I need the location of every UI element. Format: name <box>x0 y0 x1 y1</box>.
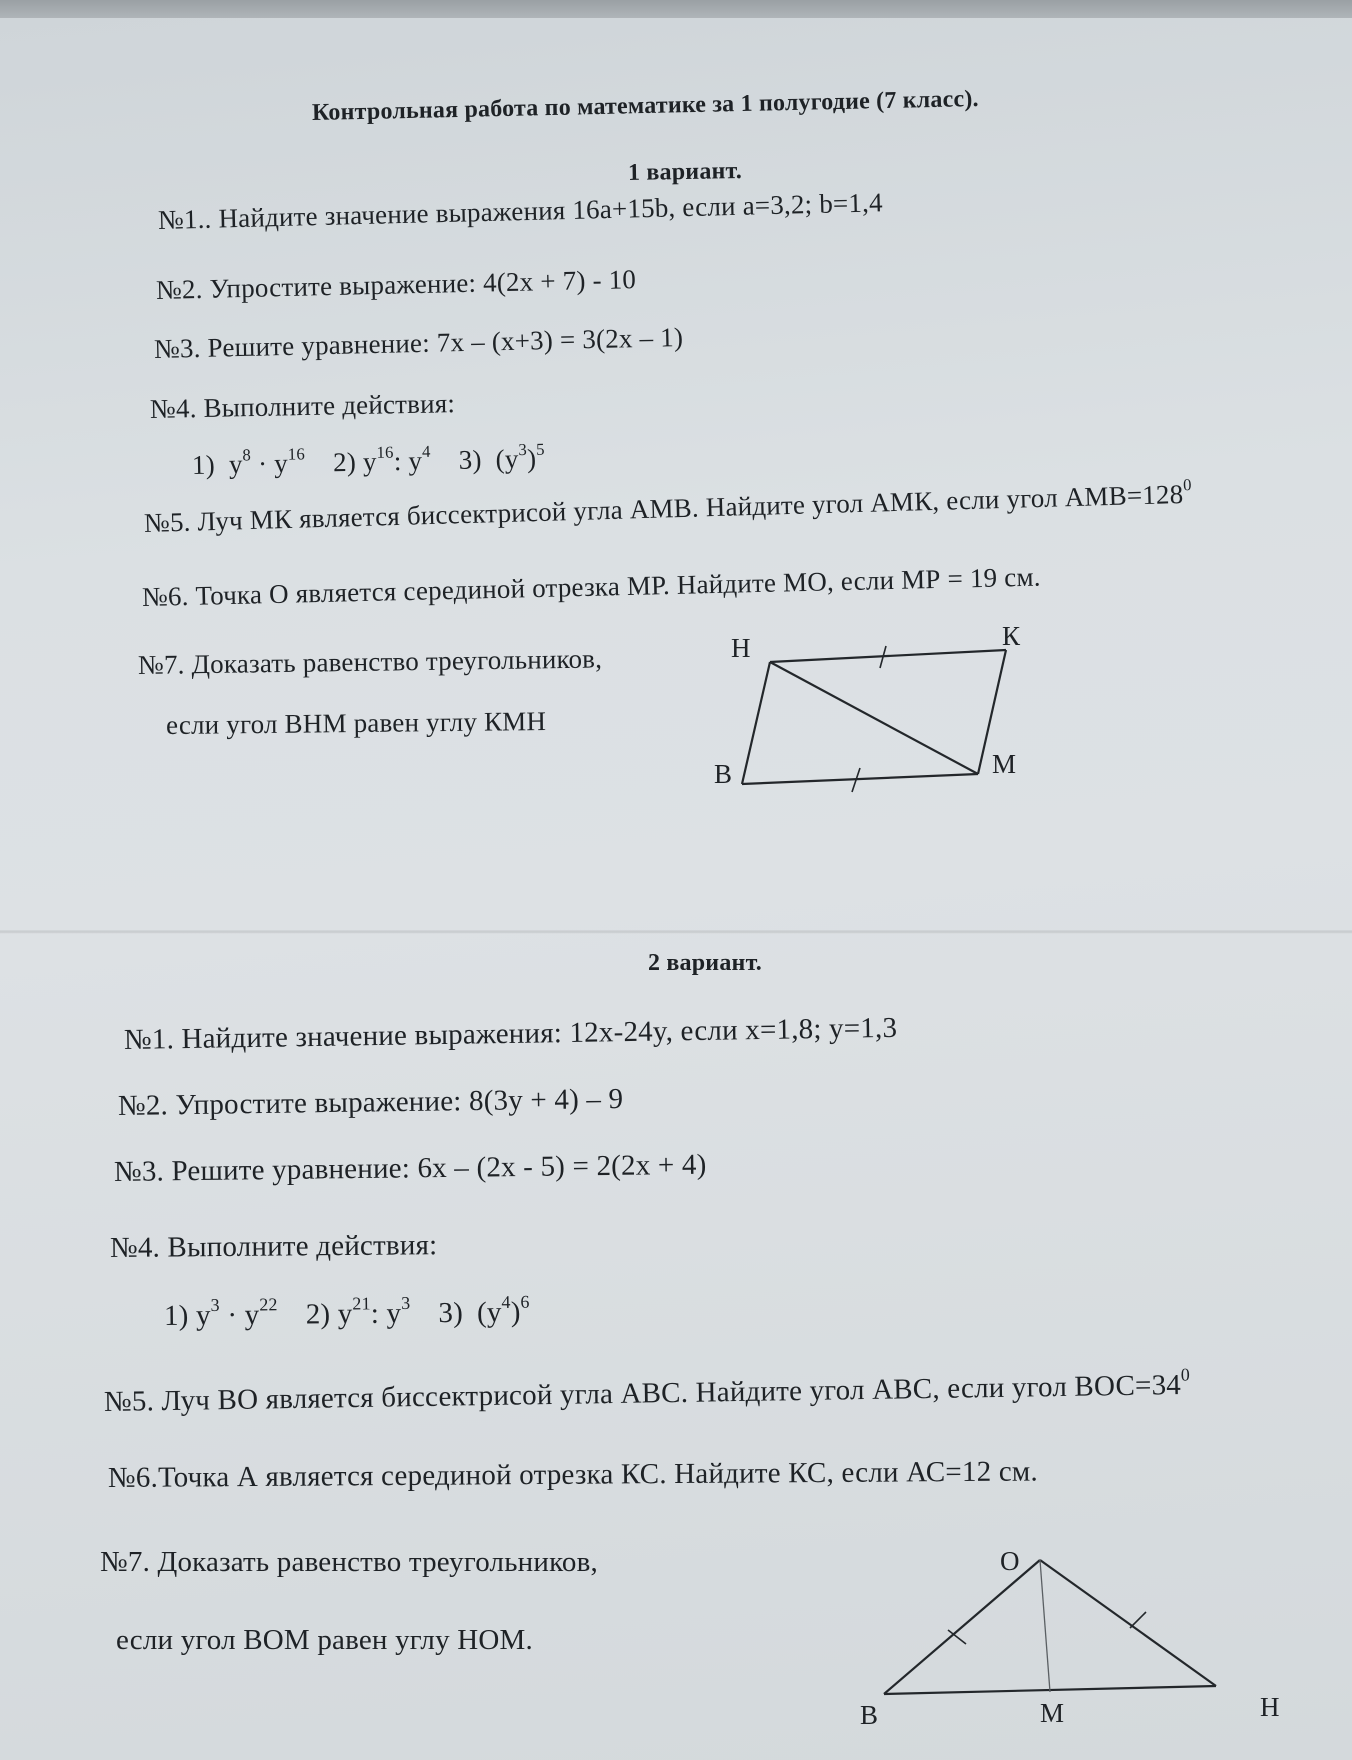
v2-task-4: №4. Выполните действия: <box>109 1229 438 1264</box>
v1-item-2-label: 2) <box>332 446 357 478</box>
v2-task-2: №2. Упростите выражение: 8(3y + 4) – 9 <box>117 1082 624 1122</box>
v1-task-2: №2. Упростите выражение: 4(2x + 7) - 10 <box>155 264 637 305</box>
v2-label-o: О <box>1000 1546 1020 1576</box>
v2-tick-oh <box>1130 1612 1146 1628</box>
page-title: Контрольная работа по математике за 1 полугодие (7 класс). <box>311 86 979 126</box>
variant-2-heading: 2 вариант. <box>648 950 762 976</box>
v1-label-h: Н <box>731 633 751 663</box>
v1-task-7-line-1: №7. Доказать равенство треугольников, <box>137 643 603 680</box>
v1-item-3-label: 3) <box>458 444 482 475</box>
v1-label-k: К <box>1002 621 1021 651</box>
v1-task-4-expressions: 1) $y^8 \cdot y^{16}$ 2) $y^{16}$: $y^4$ 3) $(y^3)^5$ <box>191 439 545 480</box>
v1-diagonal-hm <box>770 662 978 774</box>
v1-task-6: №6. Точка О является серединой отрезка МР. Найдите МО, если МР = 19 см. <box>141 561 1041 612</box>
v1-side-bh <box>742 662 770 784</box>
v2-task-5-degree: 0 <box>1180 1364 1191 1385</box>
v1-parallelogram-figure <box>742 646 1006 792</box>
v2-side-oh <box>1040 1560 1216 1686</box>
v2-task-4-expressions: 1) $y^3 \cdot y^{22}$ 2) $y^{21}$: $y^3$ 3) $(y^4)^6$ <box>163 1291 530 1332</box>
v2-triangle-figure <box>884 1560 1216 1694</box>
v2-item-3-label: 3) <box>438 1296 464 1330</box>
v2-side-bo <box>884 1560 1040 1694</box>
v2-task-7-line-1: №7. Доказать равенство треугольников, <box>100 1546 598 1578</box>
v2-item-2-label: 2) <box>305 1298 331 1331</box>
v2-item-1-label: 1) <box>163 1299 189 1332</box>
v2-task-1: №1. Найдите значение выражения: 12x-24y, если x=1,8; y=1,3 <box>123 1011 898 1056</box>
v1-task-1: №1.. Найдите значение выражения 16a+15b, если a=3,2; b=1,4 <box>157 187 884 235</box>
v2-task-7-line-2: если угол ВОМ равен углу НОМ. <box>116 1624 533 1656</box>
v1-side-mb <box>742 774 978 784</box>
v2-label-b: В <box>860 1700 879 1730</box>
v2-task-5-text: №5. Луч ВО является биссектрисой угла АВС. Найдите угол АВС, если угол ВОС=34 <box>103 1369 1182 1418</box>
v1-task-7-line-2: если угол ВНМ равен углу КМН <box>165 706 547 740</box>
v1-task-4: №4. Выполните действия: <box>149 388 456 424</box>
v1-task-5-degree: 0 <box>1182 475 1192 495</box>
v2-label-h: Н <box>1260 1692 1280 1722</box>
v2-label-m: М <box>1040 1698 1065 1728</box>
v2-task-3: №3. Решите уравнение: 6x – (2x - 5) = 2(2x + 4) <box>113 1148 707 1188</box>
v1-label-m: М <box>992 749 1017 779</box>
variant-1-heading: 1 вариант. <box>627 158 743 186</box>
v2-median-om <box>1040 1560 1050 1692</box>
v1-side-hk <box>770 650 1006 662</box>
v1-item-1-label: 1) <box>191 449 216 480</box>
v1-label-b: В <box>714 759 733 789</box>
v2-task-6: №6.Точка А является серединой отрезка КС. Найдите КС, если АС=12 см. <box>107 1455 1038 1494</box>
v1-task-5-text: №5. Луч МК является биссектрисой угла АМВ. Найдите угол АМК, если угол АМВ=128 <box>143 478 1184 538</box>
v1-task-3: №3. Решите уравнение: 7x – (x+3) = 3(2x – 1) <box>153 321 684 364</box>
